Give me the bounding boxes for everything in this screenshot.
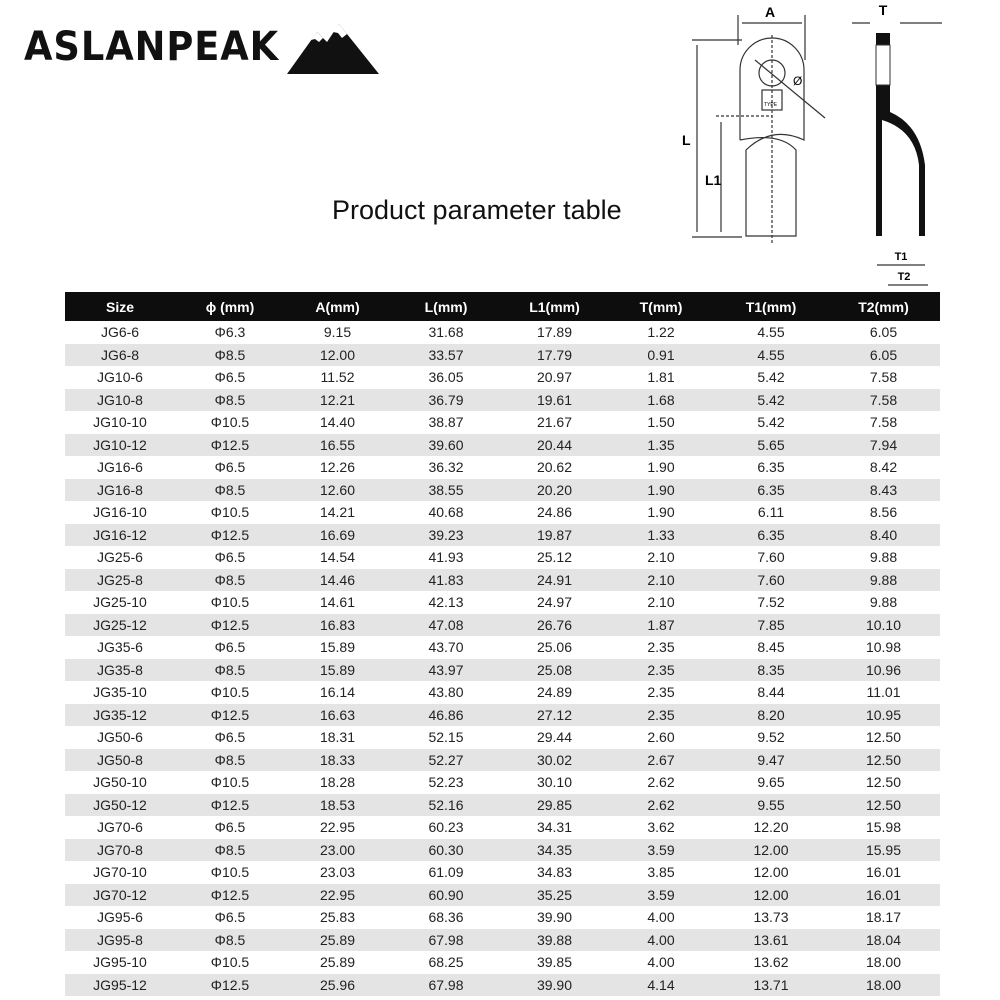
table-cell: 12.00 bbox=[285, 344, 390, 367]
table-cell: 17.79 bbox=[502, 344, 607, 367]
table-cell: 13.61 bbox=[715, 929, 827, 952]
table-row bbox=[65, 569, 940, 592]
table-cell: 26.76 bbox=[502, 614, 607, 637]
table-row bbox=[65, 974, 940, 997]
table-cell: 25.89 bbox=[285, 929, 390, 952]
table-cell: 5.65 bbox=[715, 434, 827, 457]
table-row bbox=[65, 839, 940, 862]
table-cell: 15.89 bbox=[285, 659, 390, 682]
table-row bbox=[65, 816, 940, 839]
table-row bbox=[65, 479, 940, 502]
table-cell: 9.88 bbox=[869, 594, 898, 611]
table-cell: 18.28 bbox=[319, 774, 356, 791]
table-cell: 43.70 bbox=[428, 639, 464, 656]
table-cell: 14.40 bbox=[319, 414, 356, 431]
table-cell: 1.22 bbox=[647, 324, 675, 341]
table-cell: 12.60 bbox=[285, 479, 390, 502]
table-cell: 8.56 bbox=[869, 504, 898, 521]
table-cell: 13.62 bbox=[753, 954, 789, 971]
table-cell: 20.20 bbox=[502, 479, 607, 502]
table-cell: 39.23 bbox=[390, 524, 502, 547]
table-cell: 1.50 bbox=[647, 414, 675, 431]
table-cell: 8.40 bbox=[827, 524, 940, 547]
table-cell: 3.85 bbox=[647, 864, 675, 881]
table-cell: 12.50 bbox=[865, 729, 902, 746]
table-cell: 15.89 bbox=[319, 639, 356, 656]
table-cell: 47.08 bbox=[390, 614, 502, 637]
table-cell: Φ10.5 bbox=[210, 774, 250, 791]
table-row bbox=[65, 951, 940, 974]
table-cell: 1.68 bbox=[607, 389, 715, 412]
column-header: ϕ (mm) bbox=[175, 292, 285, 321]
label-l: L bbox=[682, 132, 691, 148]
table-cell: 1.35 bbox=[607, 434, 715, 457]
table-cell: 35.25 bbox=[502, 884, 607, 907]
table-cell: 25.96 bbox=[285, 974, 390, 997]
table-cell: 67.98 bbox=[390, 929, 502, 952]
table-cell: Φ8.5 bbox=[175, 929, 285, 952]
table-cell: Φ12.5 bbox=[175, 614, 285, 637]
table-row bbox=[65, 614, 940, 637]
table-cell: 16.14 bbox=[319, 684, 356, 701]
table-cell: JG50-8 bbox=[65, 749, 175, 772]
table-row bbox=[65, 591, 940, 614]
table-cell: 4.00 bbox=[647, 954, 675, 971]
table-cell: 18.53 bbox=[285, 794, 390, 817]
table-cell: Φ8.5 bbox=[175, 749, 285, 772]
table-cell: 12.50 bbox=[865, 774, 902, 791]
table-cell: 4.14 bbox=[607, 974, 715, 997]
table-cell: 52.23 bbox=[428, 774, 464, 791]
table-cell: 4.55 bbox=[757, 324, 785, 341]
table-cell: 60.23 bbox=[428, 819, 464, 836]
table-cell: 10.96 bbox=[827, 659, 940, 682]
table-cell: Φ6.5 bbox=[214, 639, 246, 656]
label-t: T bbox=[878, 2, 888, 18]
table-cell: 25.06 bbox=[536, 639, 573, 656]
table-cell: Φ10.5 bbox=[210, 684, 250, 701]
mountain-icon bbox=[287, 18, 379, 76]
table-cell: 6.35 bbox=[715, 479, 827, 502]
table-cell: 18.33 bbox=[285, 749, 390, 772]
table-cell: 8.43 bbox=[827, 479, 940, 502]
table-cell: 9.88 bbox=[869, 549, 898, 566]
table-cell: Φ12.5 bbox=[175, 434, 285, 457]
table-cell: Φ10.5 bbox=[210, 504, 250, 521]
table-cell: Φ12.5 bbox=[175, 884, 285, 907]
table-cell: 3.62 bbox=[647, 819, 675, 836]
brand-name: ASLANPEAK bbox=[24, 24, 280, 70]
table-row bbox=[65, 704, 940, 727]
table-cell: 17.89 bbox=[536, 324, 573, 341]
table-cell: 4.00 bbox=[647, 909, 675, 926]
label-phi: Ø bbox=[793, 74, 803, 88]
table-row bbox=[65, 456, 940, 479]
table-cell: JG70-12 bbox=[65, 884, 175, 907]
column-header: L(mm) bbox=[390, 292, 502, 321]
table-cell: 23.00 bbox=[285, 839, 390, 862]
table-cell: Φ8.5 bbox=[175, 389, 285, 412]
table-cell: JG35-8 bbox=[65, 659, 175, 682]
table-cell: 4.55 bbox=[715, 344, 827, 367]
table-cell: 1.33 bbox=[607, 524, 715, 547]
table-cell: 2.10 bbox=[647, 594, 675, 611]
table-cell: 9.52 bbox=[757, 729, 785, 746]
table-cell: Φ6.5 bbox=[214, 549, 246, 566]
table-cell: 60.90 bbox=[390, 884, 502, 907]
table-cell: 52.15 bbox=[428, 729, 464, 746]
table-cell: 12.50 bbox=[827, 794, 940, 817]
table-cell: 12.50 bbox=[827, 749, 940, 772]
table-cell: 41.93 bbox=[428, 549, 464, 566]
table-cell: 7.60 bbox=[715, 569, 827, 592]
table-cell: 12.20 bbox=[753, 819, 789, 836]
table-cell: Φ8.5 bbox=[175, 344, 285, 367]
table-cell: Φ6.5 bbox=[214, 729, 246, 746]
table-cell: JG16-10 bbox=[93, 504, 147, 521]
table-cell: 18.17 bbox=[865, 909, 902, 926]
table-cell: Φ10.5 bbox=[210, 864, 250, 881]
table-cell: 5.42 bbox=[715, 389, 827, 412]
table-row bbox=[65, 749, 940, 772]
table-cell: 2.35 bbox=[607, 704, 715, 727]
table-cell: Φ12.5 bbox=[175, 704, 285, 727]
table-cell: 16.63 bbox=[285, 704, 390, 727]
table-cell: 61.09 bbox=[428, 864, 464, 881]
brand-logo bbox=[24, 18, 379, 76]
table-cell: 8.35 bbox=[715, 659, 827, 682]
table-cell: JG35-12 bbox=[65, 704, 175, 727]
table-cell: 31.68 bbox=[428, 324, 464, 341]
table-cell: 10.98 bbox=[865, 639, 902, 656]
table-cell: 25.89 bbox=[319, 954, 356, 971]
table-cell: 68.36 bbox=[428, 909, 464, 926]
table-cell: 12.00 bbox=[753, 864, 789, 881]
table-cell: JG95-6 bbox=[97, 909, 143, 926]
table-cell: 6.05 bbox=[869, 324, 898, 341]
table-cell: 30.02 bbox=[502, 749, 607, 772]
label-l1: L1 bbox=[705, 172, 722, 188]
table-cell: 39.90 bbox=[502, 974, 607, 997]
table-cell: JG6-6 bbox=[100, 324, 140, 341]
table-cell: Φ6.5 bbox=[214, 909, 246, 926]
table-cell: 22.95 bbox=[319, 819, 356, 836]
table-cell: 14.46 bbox=[285, 569, 390, 592]
table-cell: 14.61 bbox=[319, 594, 356, 611]
table-row bbox=[65, 771, 940, 794]
table-cell: 16.01 bbox=[865, 864, 902, 881]
table-cell: 23.03 bbox=[319, 864, 356, 881]
table-row bbox=[65, 659, 940, 682]
table-cell: JG10-12 bbox=[65, 434, 175, 457]
table-cell: 8.45 bbox=[757, 639, 785, 656]
table-cell: 25.12 bbox=[536, 549, 573, 566]
table-cell: JG6-8 bbox=[65, 344, 175, 367]
table-cell: 12.00 bbox=[715, 839, 827, 862]
table-cell: JG50-12 bbox=[65, 794, 175, 817]
table-cell: 8.44 bbox=[757, 684, 785, 701]
table-row bbox=[65, 389, 940, 412]
table-cell: 6.35 bbox=[715, 524, 827, 547]
table-cell: JG50-6 bbox=[97, 729, 143, 746]
table-cell: 2.62 bbox=[647, 774, 675, 791]
table-cell: Φ10.5 bbox=[210, 594, 250, 611]
table-cell: 1.81 bbox=[647, 369, 675, 386]
table-cell: 20.62 bbox=[536, 459, 573, 476]
table-cell: 3.59 bbox=[607, 884, 715, 907]
table-cell: Φ12.5 bbox=[175, 524, 285, 547]
table-cell: 0.91 bbox=[607, 344, 715, 367]
table-cell: JG25-8 bbox=[65, 569, 175, 592]
table-cell: 10.95 bbox=[827, 704, 940, 727]
table-cell: JG70-6 bbox=[97, 819, 143, 836]
table-cell: 9.88 bbox=[827, 569, 940, 592]
table-row bbox=[65, 344, 940, 367]
column-header: T1(mm) bbox=[715, 292, 827, 321]
table-cell: 36.32 bbox=[428, 459, 464, 476]
table-cell: 33.57 bbox=[390, 344, 502, 367]
table-cell: 25.08 bbox=[502, 659, 607, 682]
table-cell: 2.67 bbox=[607, 749, 715, 772]
column-header: T(mm) bbox=[607, 292, 715, 321]
table-cell: JG35-6 bbox=[97, 639, 143, 656]
parameter-table bbox=[65, 292, 940, 996]
table-cell: JG95-10 bbox=[93, 954, 147, 971]
table-cell: 18.31 bbox=[319, 729, 356, 746]
table-cell: 7.58 bbox=[869, 369, 898, 386]
table-cell: 9.55 bbox=[715, 794, 827, 817]
table-cell: 27.12 bbox=[502, 704, 607, 727]
table-cell: JG95-12 bbox=[65, 974, 175, 997]
table-cell: Φ6.3 bbox=[214, 324, 246, 341]
column-header: T2(mm) bbox=[827, 292, 940, 321]
table-cell: 16.01 bbox=[827, 884, 940, 907]
table-cell: Φ8.5 bbox=[175, 659, 285, 682]
label-t2: T2 bbox=[897, 271, 911, 283]
table-cell: 7.85 bbox=[715, 614, 827, 637]
table-row bbox=[65, 546, 940, 569]
table-cell: JG16-12 bbox=[65, 524, 175, 547]
table-cell: 11.52 bbox=[320, 369, 355, 386]
table-cell: JG16-8 bbox=[65, 479, 175, 502]
table-cell: 29.44 bbox=[536, 729, 573, 746]
table-cell: 9.47 bbox=[715, 749, 827, 772]
label-type: TYPE bbox=[764, 102, 778, 108]
table-cell: 10.10 bbox=[827, 614, 940, 637]
table-cell: 34.31 bbox=[536, 819, 573, 836]
table-cell: 2.35 bbox=[607, 659, 715, 682]
table-cell: JG25-10 bbox=[93, 594, 147, 611]
table-cell: 39.60 bbox=[390, 434, 502, 457]
table-header-row bbox=[65, 292, 940, 321]
table-cell: 5.42 bbox=[757, 369, 785, 386]
table-cell: 7.58 bbox=[827, 389, 940, 412]
table-cell: 24.89 bbox=[536, 684, 573, 701]
table-cell: 11.01 bbox=[866, 684, 901, 701]
table-cell: 3.59 bbox=[607, 839, 715, 862]
table-row bbox=[65, 726, 940, 749]
table-cell: Φ12.5 bbox=[175, 974, 285, 997]
table-cell: 9.15 bbox=[323, 324, 352, 341]
table-cell: 46.86 bbox=[390, 704, 502, 727]
table-cell: Φ8.5 bbox=[175, 839, 285, 862]
table-cell: 1.87 bbox=[607, 614, 715, 637]
table-cell: 2.10 bbox=[607, 569, 715, 592]
table-cell: 39.90 bbox=[536, 909, 573, 926]
table-cell: 43.97 bbox=[390, 659, 502, 682]
table-cell: 8.20 bbox=[715, 704, 827, 727]
table-cell: JG25-6 bbox=[97, 549, 143, 566]
table-cell: 34.35 bbox=[502, 839, 607, 862]
table-cell: 2.10 bbox=[647, 549, 675, 566]
table-cell: 2.35 bbox=[647, 684, 675, 701]
table-cell: 6.35 bbox=[757, 459, 785, 476]
table-cell: 40.68 bbox=[428, 504, 464, 521]
table-row bbox=[65, 524, 940, 547]
table-row bbox=[65, 906, 940, 929]
table-cell: 36.79 bbox=[390, 389, 502, 412]
column-header: A(mm) bbox=[285, 292, 390, 321]
table-cell: 2.35 bbox=[647, 639, 675, 656]
column-header: L1(mm) bbox=[502, 292, 607, 321]
table-cell: 6.11 bbox=[757, 504, 785, 521]
table-cell: JG35-10 bbox=[93, 684, 147, 701]
table-cell: 20.97 bbox=[536, 369, 573, 386]
table-cell: 8.42 bbox=[869, 459, 898, 476]
table-cell: 41.83 bbox=[390, 569, 502, 592]
table-cell: 2.62 bbox=[607, 794, 715, 817]
table-cell: 6.05 bbox=[827, 344, 940, 367]
table-cell: JG95-8 bbox=[65, 929, 175, 952]
table-row bbox=[65, 434, 940, 457]
table-cell: 39.88 bbox=[502, 929, 607, 952]
label-a: A bbox=[764, 4, 776, 20]
table-cell: 20.44 bbox=[502, 434, 607, 457]
page-title: Product parameter table bbox=[332, 195, 622, 225]
table-cell: 38.87 bbox=[428, 414, 464, 431]
table-cell: 34.83 bbox=[536, 864, 573, 881]
table-cell: JG16-6 bbox=[97, 459, 143, 476]
table-cell: 1.90 bbox=[647, 459, 675, 476]
table-row bbox=[65, 929, 940, 952]
table-cell: 14.54 bbox=[319, 549, 356, 566]
table-cell: JG70-8 bbox=[65, 839, 175, 862]
label-t1: T1 bbox=[894, 251, 908, 263]
table-cell: 67.98 bbox=[390, 974, 502, 997]
table-cell: 13.73 bbox=[753, 909, 789, 926]
table-cell: 7.94 bbox=[827, 434, 940, 457]
table-cell: 18.00 bbox=[865, 954, 902, 971]
column-header: Size bbox=[65, 292, 175, 321]
table-cell: 22.95 bbox=[285, 884, 390, 907]
table-cell: JG50-10 bbox=[93, 774, 147, 791]
table-cell: 14.21 bbox=[319, 504, 356, 521]
table-cell: Φ8.5 bbox=[175, 569, 285, 592]
table-cell: 7.60 bbox=[757, 549, 785, 566]
table-row bbox=[65, 321, 940, 344]
table-row bbox=[65, 681, 940, 704]
table-cell: 24.91 bbox=[502, 569, 607, 592]
table-row bbox=[65, 411, 940, 434]
table-cell: 19.61 bbox=[502, 389, 607, 412]
table-cell: 12.21 bbox=[285, 389, 390, 412]
table-row bbox=[65, 884, 940, 907]
table-cell: 16.69 bbox=[285, 524, 390, 547]
table-cell: 52.16 bbox=[390, 794, 502, 817]
table-cell: Φ6.5 bbox=[214, 459, 246, 476]
table-row bbox=[65, 366, 940, 389]
table-cell: 25.83 bbox=[319, 909, 356, 926]
table-cell: Φ10.5 bbox=[210, 954, 250, 971]
table-row bbox=[65, 501, 940, 524]
table-cell: Φ10.5 bbox=[210, 414, 250, 431]
table-cell: 24.97 bbox=[536, 594, 573, 611]
table-cell: 21.67 bbox=[536, 414, 573, 431]
table-cell: 52.27 bbox=[390, 749, 502, 772]
table-row bbox=[65, 636, 940, 659]
table-row bbox=[65, 861, 940, 884]
table-cell: 38.55 bbox=[390, 479, 502, 502]
table-cell: 4.00 bbox=[607, 929, 715, 952]
table-cell: 24.86 bbox=[536, 504, 573, 521]
table-cell: 43.80 bbox=[428, 684, 464, 701]
table-cell: 16.55 bbox=[285, 434, 390, 457]
table-cell: Φ8.5 bbox=[175, 479, 285, 502]
table-cell: 5.42 bbox=[757, 414, 785, 431]
table-row bbox=[65, 794, 940, 817]
table-cell: JG10-8 bbox=[65, 389, 175, 412]
table-cell: JG25-12 bbox=[65, 614, 175, 637]
table-cell: 7.58 bbox=[869, 414, 898, 431]
table-cell: Φ6.5 bbox=[214, 369, 246, 386]
table-cell: 1.90 bbox=[647, 504, 675, 521]
table-cell: 36.05 bbox=[428, 369, 464, 386]
table-cell: 19.87 bbox=[502, 524, 607, 547]
table-cell: JG10-6 bbox=[97, 369, 143, 386]
table-cell: 13.71 bbox=[715, 974, 827, 997]
table-cell: 39.85 bbox=[536, 954, 573, 971]
table-cell: 16.83 bbox=[285, 614, 390, 637]
table-cell: 18.04 bbox=[827, 929, 940, 952]
table-cell: 12.26 bbox=[319, 459, 356, 476]
lug-dimension-diagram bbox=[670, 0, 960, 290]
table-cell: JG10-10 bbox=[93, 414, 147, 431]
table-cell: 15.98 bbox=[865, 819, 902, 836]
table-cell: 2.60 bbox=[647, 729, 675, 746]
table-cell: 1.90 bbox=[607, 479, 715, 502]
table-cell: 60.30 bbox=[390, 839, 502, 862]
table-cell: 29.85 bbox=[502, 794, 607, 817]
table-cell: 7.52 bbox=[757, 594, 785, 611]
table-cell: 30.10 bbox=[536, 774, 573, 791]
table-cell: 18.00 bbox=[827, 974, 940, 997]
table-cell: 68.25 bbox=[428, 954, 464, 971]
table-cell: JG70-10 bbox=[93, 864, 147, 881]
table-cell: 9.65 bbox=[757, 774, 785, 791]
table-cell: 15.95 bbox=[827, 839, 940, 862]
table-cell: Φ12.5 bbox=[175, 794, 285, 817]
table-cell: 42.13 bbox=[428, 594, 464, 611]
table-cell: Φ6.5 bbox=[214, 819, 246, 836]
table-cell: 12.00 bbox=[715, 884, 827, 907]
